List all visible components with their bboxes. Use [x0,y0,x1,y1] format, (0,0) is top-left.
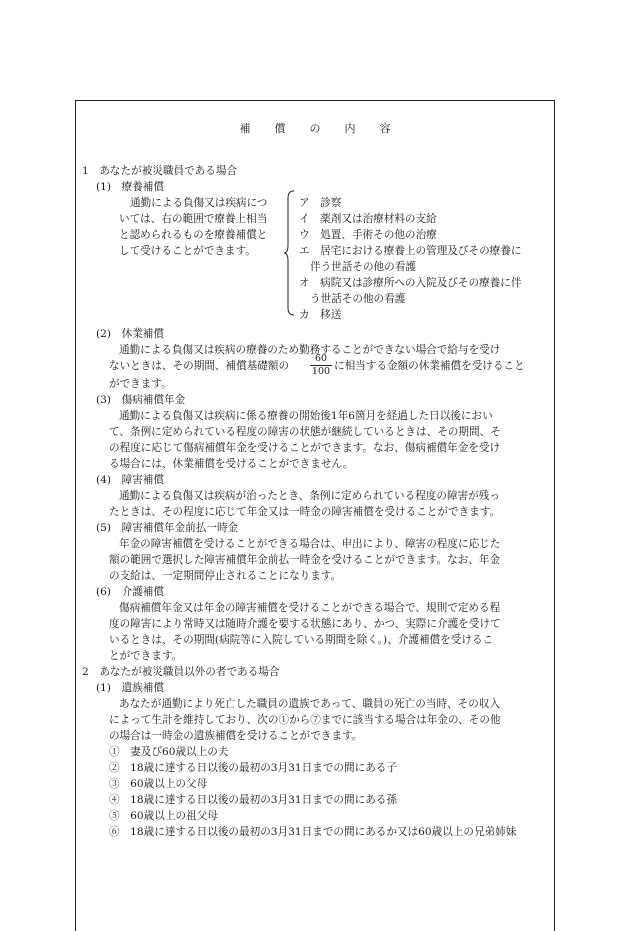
izoku-line: の場合は一時金の遺族補償を受けることができます。 [109,730,363,742]
ryoyo-left-line: 通勤による負傷又は疾病につ [130,197,268,209]
izoku-item: ② 18歳に達する日以後の最初の3月31日までの間にある子 [109,762,397,774]
shogai-heading: (4) 障害補償 [96,474,164,486]
fraction-denominator: 100 [311,366,331,377]
kaigo-line: 傷病補償年金又は年金の障害補償を受けることができる場合で、規則で定める程 [119,602,501,614]
ryoyo-right-line: ア 診察 [299,197,342,209]
kyugyo-line: ができます。 [109,378,172,390]
izoku-line: あなたが通勤により死亡した職員の遺族であって、職員の死亡の当時、その収入 [119,698,501,710]
maebarai-line: 額の範囲で選択した障害補償年金前払一時金を受けることができます。なお、年金 [109,554,501,566]
kyugyo-line: 通勤による負傷又は疾病の療養のため勤務することができない場合で給与を受け [119,344,501,356]
section1-heading: 1 あなたが被災職員である場合 [82,165,238,177]
kaigo-line: いるときは、その期間(病院等に入院している期間を除く。)、介護補償を受けるこ [109,634,494,646]
kyugyo-line: ないときは、その期間、補償基礎額の [109,360,290,372]
shobyo-heading: (3) 傷病補償年金 [96,394,186,406]
ryoyo-right-line: う世話その他の看護 [310,293,406,305]
ryoyo-right-line: イ 薬剤又は治療材料の支給 [299,213,437,225]
title-char: 補 [239,122,251,135]
ryoyo-left-line: いては、右の範囲で療養上相当 [119,213,268,225]
title-char: 容 [379,122,391,135]
shogai-line: 通勤による負傷又は疾病が治ったとき、条例に定められている程度の障害が残っ [119,490,500,502]
maebarai-line: の支給は、一定期間停止されることになります。 [109,570,342,582]
ryoyo-right-line: 伴う世話その他の看護 [310,261,416,273]
kyugyo-heading: (2) 休業補償 [96,328,164,340]
maebarai-line: 年金の障害補償を受けることができる場合は、申出により、障害の程度に応じた [119,538,501,550]
izoku-line: によって生計を維持しており、次の①から⑦までに該当する場合は年金の、その他 [109,714,501,726]
title-char: の [309,122,321,135]
brace-icon [283,190,295,316]
shogai-line: たときは、その程度に応じて年金又は一時金の障害補償を受けることができます。 [109,506,501,518]
ryoyo-left-line: と認められるものを療養補償と [119,229,268,241]
kyugyo-line: に相当する金額の休業補償を受けること [334,360,525,372]
shobyo-line: る場合には、休業補償を受けることができません。 [109,458,354,470]
page-title [0,120,630,136]
izoku-heading: (1) 遺族補償 [96,682,164,694]
fraction-numerator: 60 [314,353,328,364]
ryoyo-right-line: カ 移送 [299,309,342,321]
ryoyo-heading: (1) 療養補償 [96,181,164,193]
ryoyo-left-line: して受けることができます。 [119,245,256,257]
izoku-item: ⑤ 60歳以上の祖父母 [109,810,218,822]
kaigo-line: とができます。 [109,650,183,662]
ryoyo-right-line: エ 居宅における療養上の管理及びその療養に [299,245,522,257]
kaigo-line: 度の障害により常時又は随時介護を要する状態にあり、かつ、実際に介護を受けて [109,618,501,630]
izoku-item: ⑥ 18歳に達する日以後の最初の3月31日までの間にあるか又は60歳以上の兄弟姉妹 [109,826,517,838]
kaigo-heading: (6) 介護補償 [96,586,164,598]
section2-heading: 2 あなたが被災職員以外の者である場合 [82,666,280,678]
izoku-item: ④ 18歳に達する日以後の最初の3月31日までの間にある孫 [109,794,397,806]
shobyo-line: の程度に応じて傷病補償年金を受けることができます。なお、傷病補償年金を受け [109,442,501,454]
izoku-item: ③ 60歳以上の父母 [109,778,208,790]
ryoyo-right-line: オ 病院又は診療所への入院及びその療養に伴 [299,277,522,289]
title-char: 償 [274,122,286,135]
shobyo-line: 通勤による負傷又は疾病に係る療養の開始後1年6箇月を経過した日以後におい [119,410,493,422]
title-char: 内 [344,122,356,135]
maebarai-heading: (5) 障害補償年金前払一時金 [96,522,239,534]
shobyo-line: て、条例に定められている程度の障害の状態が継続しているときは、その期間、そ [109,426,501,438]
ryoyo-right-line: ウ 処置、手術その他の治療 [299,229,437,241]
izoku-item: ① 妻及び60歳以上の夫 [109,746,229,758]
